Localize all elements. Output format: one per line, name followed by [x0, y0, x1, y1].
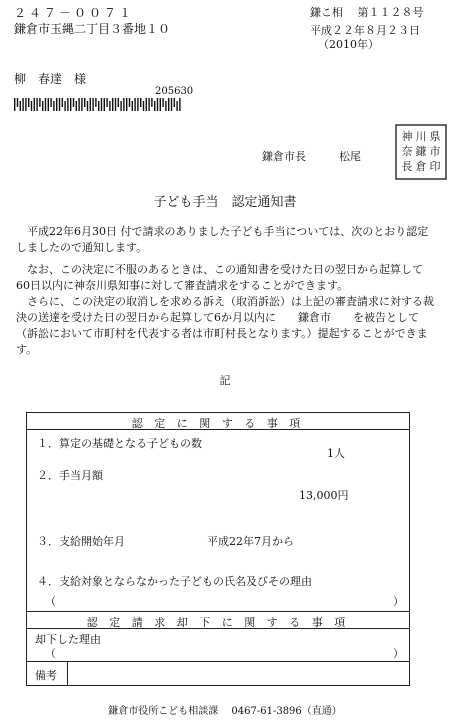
document-date: 平成２２年８月２３日 — [310, 24, 420, 37]
lawsuit-notice: さらに、この決定の取消しを求める訴え（取消訴訟）は上記の審査請求に対する裁決の送達を受けた日の翌日から起算して6か月以内に 鎌倉市 を被告として（訴訟において市町村を代表する者は市町村長となります。）提起することができます。 — [16, 295, 434, 356]
recipient-name: 柳 春達 様 — [14, 72, 87, 86]
body-paragraph-1: 平成22年6月30日 付で請求のありました子ども手当については、次のとおり認定しましたので通知します。 — [16, 225, 429, 254]
svg-text:倉: 倉 — [415, 160, 427, 173]
item-monthly-amount-value: 13,000円 — [299, 489, 349, 502]
postal-barcode — [14, 98, 184, 111]
svg-text:奈: 奈 — [401, 145, 413, 158]
document-number: 鎌こ相 第１１２８号 — [310, 6, 424, 19]
item-child-count-value: 1人 — [327, 447, 345, 460]
body-paragraph-2 — [16, 262, 436, 358]
reject-paren-open: （ — [45, 647, 56, 660]
official-seal — [395, 124, 447, 180]
postal-code: ２４７－００７１ — [14, 6, 135, 20]
sender-title: 鎌倉市長 松尾 — [262, 150, 361, 163]
paren-open: （ — [45, 595, 56, 608]
recipient-address: 鎌倉市玉縄二丁目３番地１０ — [14, 22, 171, 36]
svg-text:市: 市 — [429, 145, 441, 158]
item-excluded-children-label: ４．支給対象とならなかった子どもの氏名及びその理由 — [37, 575, 312, 588]
item-child-count-label: １．算定の基礎となる子どもの数 — [37, 437, 202, 450]
document-title: 子ども手当 認定通知書 — [153, 195, 297, 210]
appeal-notice: なお、この決定に不服のあるときは、この通知書を受けた日の翌日から起算して60日以内に神奈川県知事に対して審査請求をすることができます。 — [16, 263, 423, 292]
remarks-label: 備考 — [35, 669, 57, 682]
svg-text:長: 長 — [401, 160, 413, 173]
section-certification-title: 認 定 に 関 す る 事 項 — [131, 417, 305, 430]
ki-heading: 記 — [219, 374, 231, 387]
item-monthly-amount-label: ２．手当月額 — [37, 469, 103, 482]
paren-close: ） — [393, 595, 404, 608]
svg-text:県: 県 — [429, 130, 441, 143]
recipient-code: 205630 — [155, 86, 194, 97]
section-rejection-title: 認 定 請 求 却 下 に 関 す る 事 項 — [86, 616, 350, 629]
svg-text:神: 神 — [401, 130, 413, 143]
svg-text:鎌: 鎌 — [415, 145, 427, 158]
reject-paren-close: ） — [393, 647, 404, 660]
item-start-month-label: ３．支給開始年月 — [37, 535, 125, 548]
contact-footer: 鎌倉市役所こども相談課 0467-61-3896（直通） — [108, 706, 342, 717]
certification-form — [26, 412, 410, 686]
reject-reason-label: 却下した理由 — [35, 633, 101, 646]
document-date-ad: （2010年） — [318, 38, 379, 51]
item-start-month-value: 平成22年7月から — [207, 535, 294, 548]
svg-text:印: 印 — [429, 160, 441, 173]
svg-text:川: 川 — [415, 130, 427, 143]
